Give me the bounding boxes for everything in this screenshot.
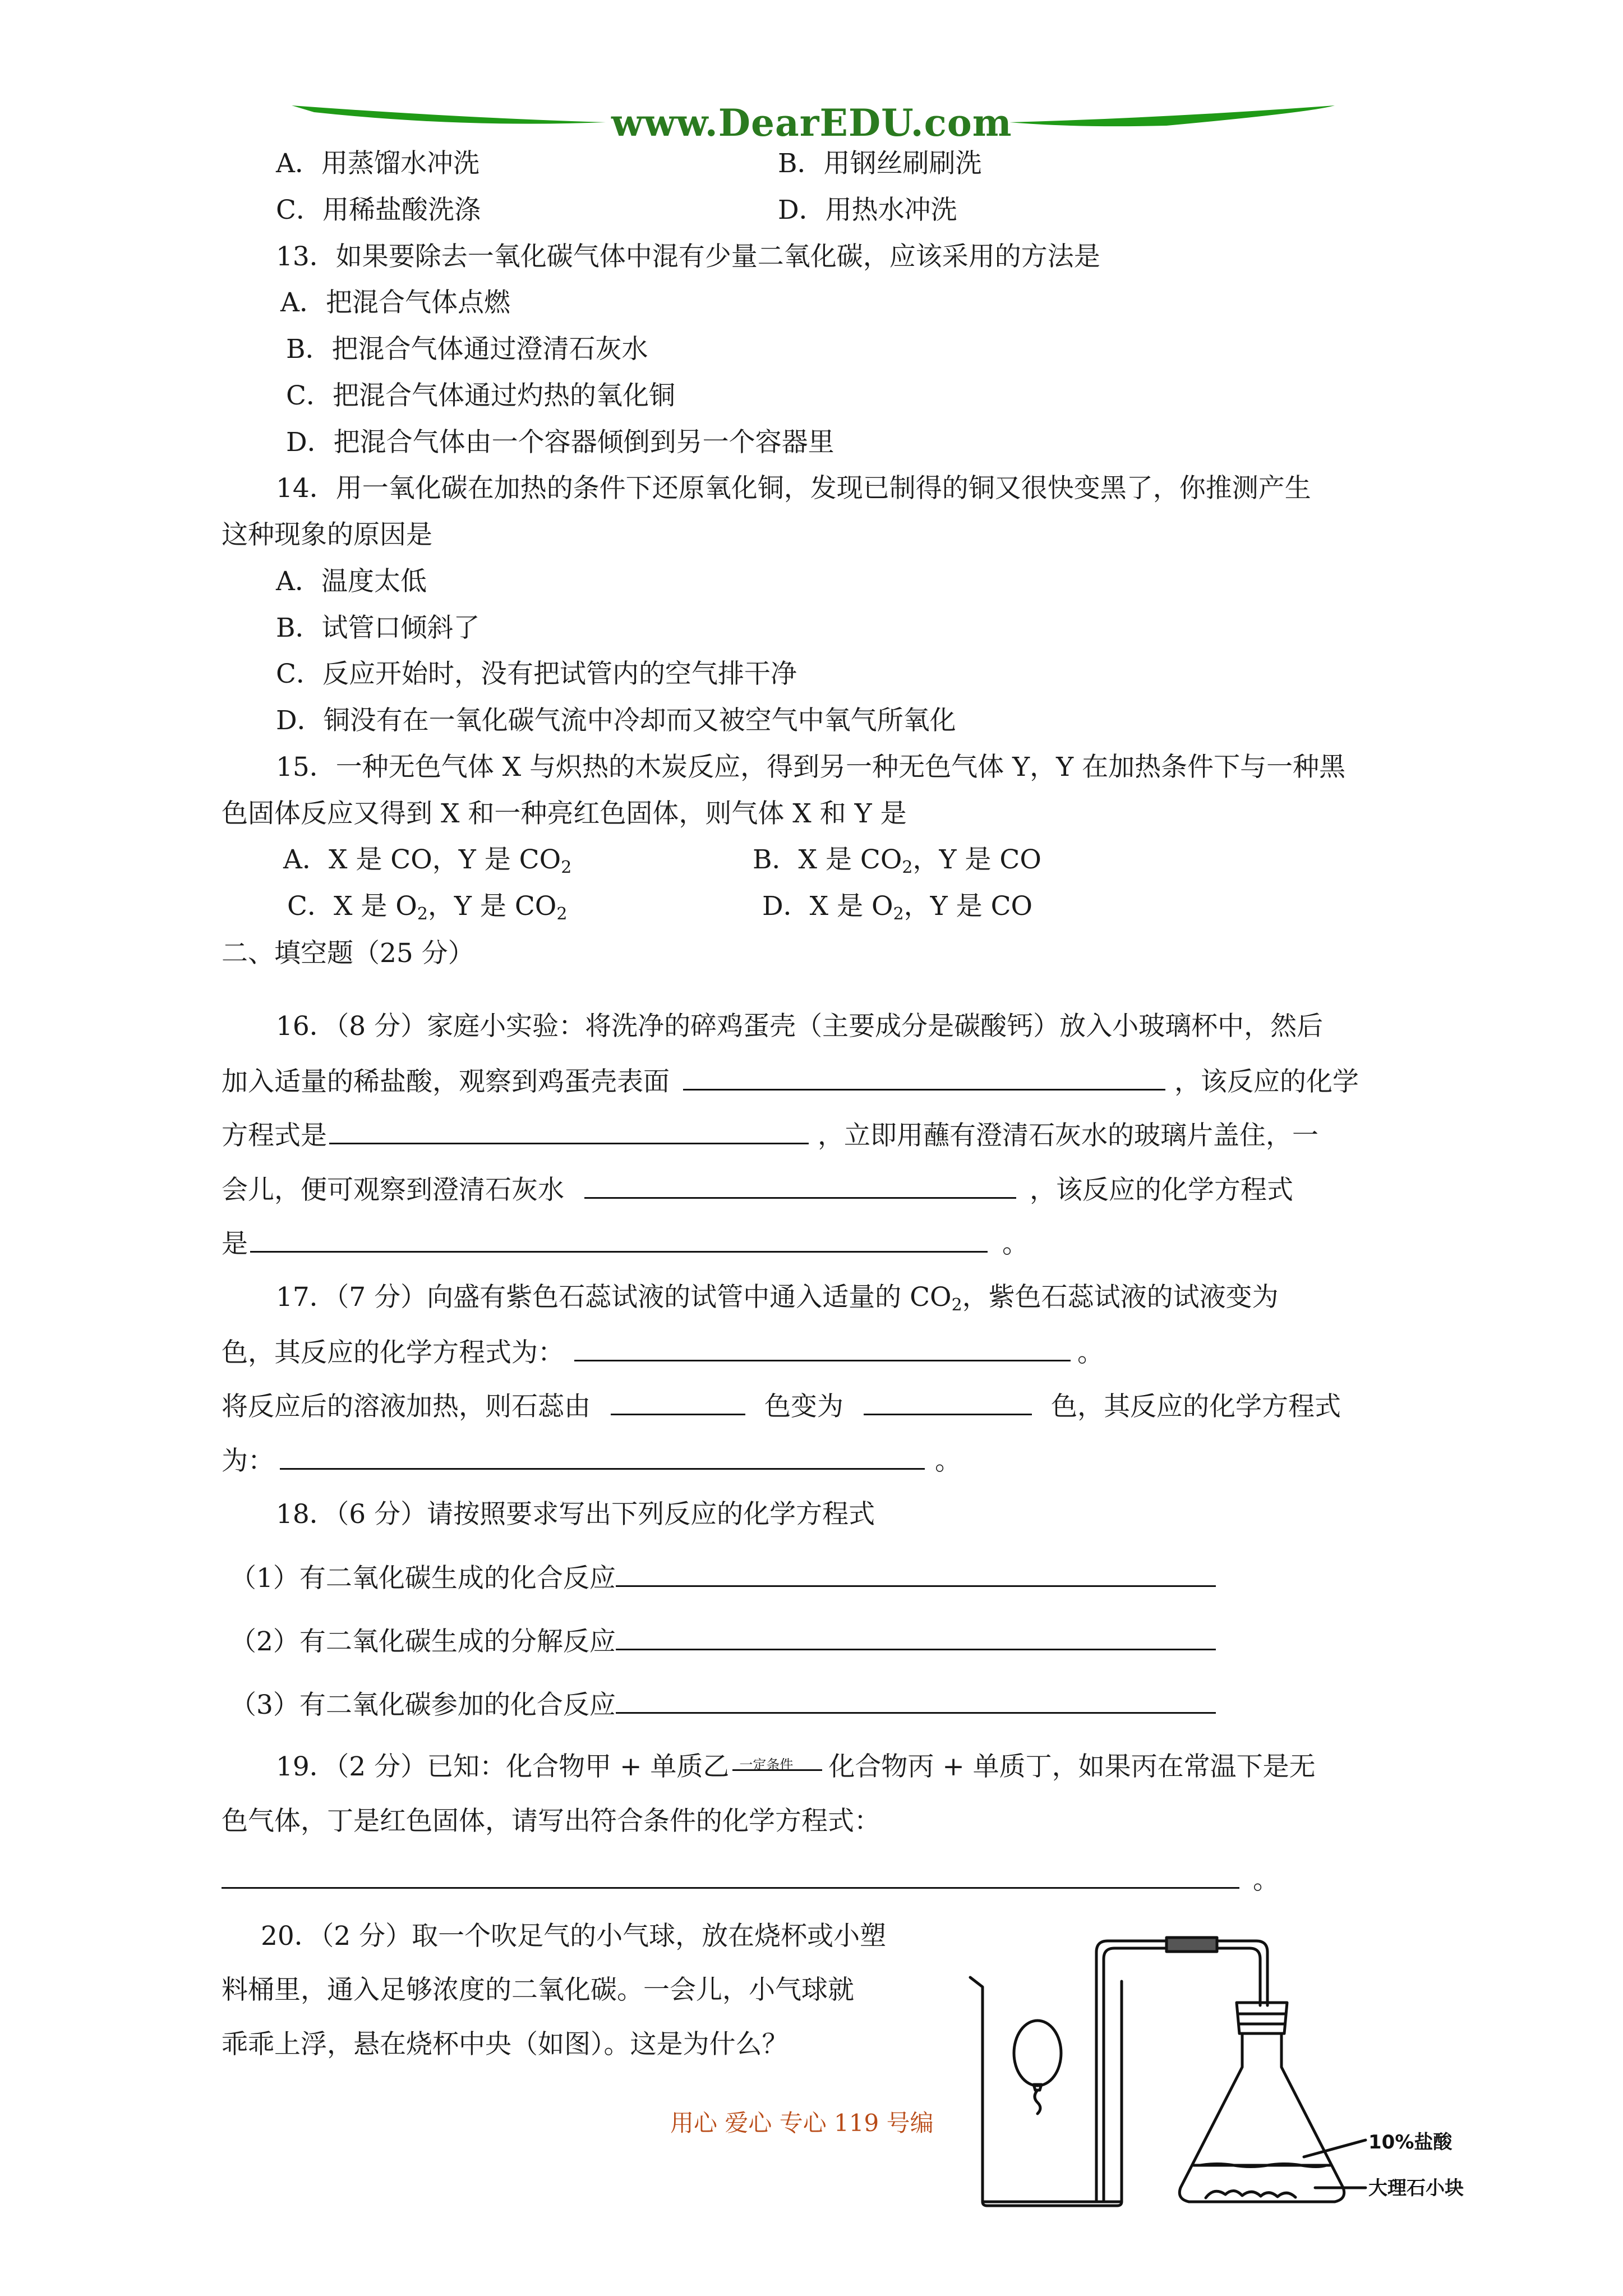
reaction-condition-arrow: 一定条件 xyxy=(732,1750,825,1778)
q16-line1: 16．（8 分）家庭小实验：将洗净的碎鸡蛋壳（主要成分是碳酸钙）放入小玻璃杯中，然后 xyxy=(276,1011,1324,1042)
q16-line2: 加入适量的稀盐酸，观察到鸡蛋壳表面 ，该反应的化学 xyxy=(222,1064,1359,1098)
label-marble: 大理石小块 xyxy=(1368,2177,1464,2200)
answer-blank[interactable] xyxy=(329,1118,809,1144)
q17-line3: 将反应后的溶液加热，则石蕊由 色变为 色，其反应的化学方程式 xyxy=(222,1389,1341,1423)
q13-option-c: C．把混合气体通过灼热的氧化铜 xyxy=(286,380,675,411)
q16-line5: 是 。 xyxy=(222,1226,1029,1260)
q19-answer-line: 。 xyxy=(222,1862,1279,1896)
q17-line4: 为： 。 xyxy=(222,1443,961,1477)
page-footer: 用心 爱心 专心 119 号编 xyxy=(670,2109,934,2137)
q14-option-c: C．反应开始时，没有把试管内的空气排干净 xyxy=(276,659,797,689)
answer-blank[interactable] xyxy=(864,1389,1032,1415)
answer-blank[interactable] xyxy=(616,1687,1216,1714)
q18-item-3: （3）有二氧化碳参加的化合反应 xyxy=(230,1687,1216,1721)
q17-line2: 色，其反应的化学方程式为： 。 xyxy=(222,1335,1104,1369)
q12-option-b: B．用钢丝刷刷洗 xyxy=(778,148,982,179)
q20-line1: 20．（2 分）取一个吹足气的小气球，放在烧杯或小塑 xyxy=(261,1921,887,1952)
q15-option-a: A．X 是 CO，Y 是 $CO_2$ xyxy=(283,844,572,877)
q15-stem-line1: 15．一种无色气体 X 与炽热的木炭反应，得到另一种无色气体 Y，Y 在加热条件下与一种黑 xyxy=(276,752,1346,783)
answer-blank[interactable] xyxy=(280,1443,925,1470)
q15-stem-line2: 色固体反应又得到 X 和一种亮红色固体，则气体 X 和 Y 是 xyxy=(222,798,907,829)
answer-blank[interactable] xyxy=(584,1172,1016,1199)
q20-line2: 料桶里，通入足够浓度的二氧化碳。一会儿，小气球就 xyxy=(222,1975,854,2005)
answer-blank[interactable] xyxy=(616,1624,1216,1650)
q18-stem: 18．（6 分）请按照要求写出下列反应的化学方程式 xyxy=(276,1499,875,1530)
answer-blank[interactable] xyxy=(222,1862,1239,1889)
site-logo-text: www.DearEDU.com xyxy=(611,101,1012,145)
q17-line1: 17．（7 分）向盛有紫色石蕊试液的试管中通入适量的 $CO_2$，紫色石蕊试液的试液变为 xyxy=(276,1282,1279,1315)
q20-line3: 乖乖上浮，悬在烧杯中央（如图）。这是为什么？ xyxy=(222,2029,789,2060)
site-header-banner xyxy=(292,95,1335,146)
q19-line2: 色气体，丁是红色固体，请写出符合条件的化学方程式： xyxy=(222,1806,880,1837)
q19-line1: 19．（2 分）已知：化合物甲 + 单质乙 一定条件 化合物丙 + 单质丁，如果丙在常温下是无 xyxy=(276,1751,1316,1782)
co2-balloon-apparatus-icon xyxy=(953,1918,1486,2210)
q14-stem-line2: 这种现象的原因是 xyxy=(222,519,432,550)
q15-option-d: D．X 是 $O_2$，Y 是 CO xyxy=(762,891,1033,924)
apparatus-figure xyxy=(953,1918,1486,2210)
answer-blank[interactable] xyxy=(616,1561,1216,1587)
q15-option-c: C．X 是 $O_2$，Y 是 $CO_2$ xyxy=(287,891,568,924)
q16-line3: 方程式是 ，立即用蘸有澄清石灰水的玻璃片盖住，一 xyxy=(222,1118,1318,1152)
q13-stem: 13．如果要除去一氧化碳气体中混有少量二氧化碳，应该采用的方法是 xyxy=(276,241,1100,272)
q13-option-d: D．把混合气体由一个容器倾倒到另一个容器里 xyxy=(286,427,834,458)
q14-option-a: A．温度太低 xyxy=(276,566,427,597)
answer-blank[interactable] xyxy=(683,1064,1165,1091)
q12-option-d: D．用热水冲洗 xyxy=(778,195,957,226)
q13-option-b: B．把混合气体通过澄清石灰水 xyxy=(286,334,648,365)
q14-option-b: B．试管口倾斜了 xyxy=(276,613,480,643)
q12-option-c: C．用稀盐酸洗涤 xyxy=(276,195,481,226)
q14-option-d: D．铜没有在一氧化碳气流中冷却而又被空气中氧气所氧化 xyxy=(276,705,956,736)
q14-stem-line1: 14．用一氧化碳在加热的条件下还原氧化铜，发现已制得的铜又很快变黑了，你推测产生 xyxy=(276,473,1311,504)
answer-blank[interactable] xyxy=(250,1226,988,1253)
q12-option-a: A．用蒸馏水冲洗 xyxy=(276,148,479,179)
answer-blank[interactable] xyxy=(574,1335,1071,1361)
q18-item-1: （1）有二氧化碳生成的化合反应 xyxy=(230,1561,1216,1594)
q13-option-a: A．把混合气体点燃 xyxy=(280,287,510,318)
q16-line4: 会儿，便可观察到澄清石灰水 ，该反应的化学方程式 xyxy=(222,1172,1293,1206)
q15-option-b: B．X 是 $CO_2$，Y 是 CO xyxy=(753,844,1041,877)
section-heading: 二、填空题（25 分） xyxy=(222,938,474,969)
answer-blank[interactable] xyxy=(611,1389,745,1415)
label-acid: 10%盐酸 xyxy=(1368,2131,1453,2154)
q18-item-2: （2）有二氧化碳生成的分解反应 xyxy=(230,1624,1216,1658)
